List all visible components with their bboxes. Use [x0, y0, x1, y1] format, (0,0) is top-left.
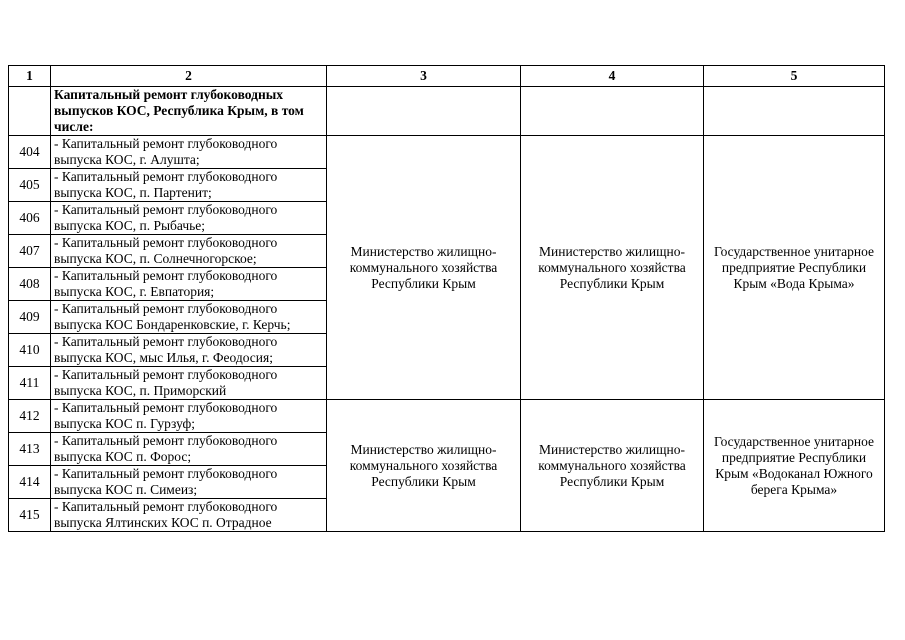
table-row: [9, 400, 885, 433]
group-1-executor: Государственное унитарное предприятие Республики Крым «Вода Крыма»: [704, 136, 885, 400]
row-number: 407: [9, 235, 51, 268]
row-description: - Капитальный ремонт глубоководного выпуска КОС, г. Алушта;: [51, 136, 327, 169]
row-number: 412: [9, 400, 51, 433]
header-col-2: 2: [51, 66, 327, 87]
row-description: - Капитальный ремонт глубоководного выпуска КОС п. Симеиз;: [51, 466, 327, 499]
header-col-4: 4: [521, 66, 704, 87]
row-description: - Капитальный ремонт глубоководного выпуска КОС п. Форос;: [51, 433, 327, 466]
table-row: [9, 136, 885, 169]
header-row: [9, 66, 885, 87]
row-description: - Капитальный ремонт глубоководного выпуска КОС, г. Евпатория;: [51, 268, 327, 301]
header-col-3: 3: [327, 66, 521, 87]
group-1-customer: Министерство жилищно-коммунального хозяйства Республики Крым: [521, 136, 704, 400]
section-title: Капитальный ремонт глубоководных выпусков КОС, Республика Крым, в том числе:: [51, 87, 327, 136]
group-1-responsible: Министерство жилищно-коммунального хозяйства Республики Крым: [327, 136, 521, 400]
row-description: - Капитальный ремонт глубоководного выпуска КОС Бондаренковские, г. Керчь;: [51, 301, 327, 334]
section-row: [9, 87, 885, 136]
row-description: - Капитальный ремонт глубоководного выпуска КОС, п. Солнечногорское;: [51, 235, 327, 268]
row-number: 406: [9, 202, 51, 235]
document-table: [8, 65, 885, 532]
row-description: - Капитальный ремонт глубоководного выпуска КОС, мыс Илья, г. Феодосия;: [51, 334, 327, 367]
row-number: 405: [9, 169, 51, 202]
section-col-4: [521, 87, 704, 136]
row-number: 413: [9, 433, 51, 466]
row-description: - Капитальный ремонт глубоководного выпуска Ялтинских КОС п. Отрадное: [51, 499, 327, 532]
row-number: 410: [9, 334, 51, 367]
row-description: - Капитальный ремонт глубоководного выпуска КОС, п. Приморский: [51, 367, 327, 400]
group-2-executor: Государственное унитарное предприятие Республики Крым «Водоканал Южного берега Крыма»: [704, 400, 885, 532]
row-number: 414: [9, 466, 51, 499]
row-description: - Капитальный ремонт глубоководного выпуска КОС п. Гурзуф;: [51, 400, 327, 433]
row-description: - Капитальный ремонт глубоководного выпуска КОС, п. Рыбачье;: [51, 202, 327, 235]
row-number: 409: [9, 301, 51, 334]
row-number: 415: [9, 499, 51, 532]
group-2-customer: Министерство жилищно-коммунального хозяйства Республики Крым: [521, 400, 704, 532]
group-2-responsible: Министерство жилищно-коммунального хозяйства Республики Крым: [327, 400, 521, 532]
section-col-5: [704, 87, 885, 136]
section-col-3: [327, 87, 521, 136]
row-number: 404: [9, 136, 51, 169]
row-description: - Капитальный ремонт глубоководного выпуска КОС, п. Партенит;: [51, 169, 327, 202]
header-col-1: 1: [9, 66, 51, 87]
header-col-5: 5: [704, 66, 885, 87]
section-num-cell: [9, 87, 51, 136]
row-number: 411: [9, 367, 51, 400]
row-number: 408: [9, 268, 51, 301]
